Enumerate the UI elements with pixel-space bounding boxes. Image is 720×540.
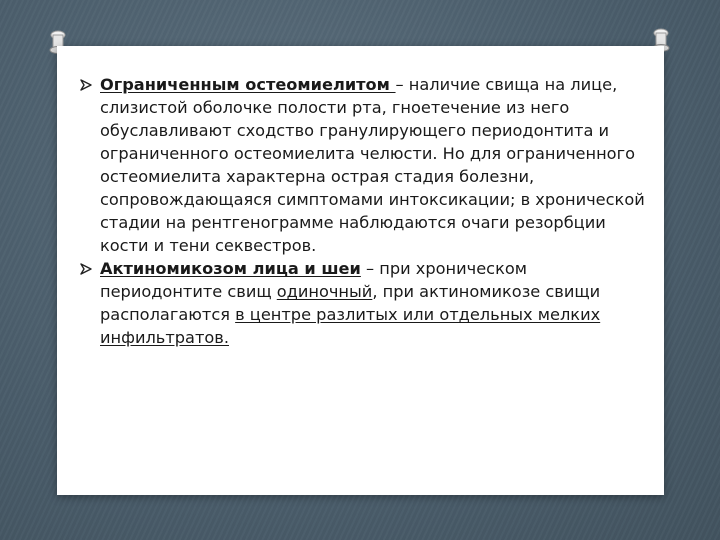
bullet-text: , при актиномикозе свищи располагаются: [100, 282, 601, 324]
bullet-item: [80, 73, 650, 257]
arrow-check-icon: [80, 73, 96, 96]
bullet-text: – наличие свища на лице, слизистой оболочке полости рта, гноетечение из него обуславливают сходство гранулирующего периодонтита и ограниченного остеомиелита челюсти. Но для ограниченного остеомиелита характерна острая стадия болезни, сопровождающаяся симптомами интоксикации; в хронической стадии на рентгенограмме наблюдаются очаги резорбции кости и тени секвестров.: [100, 75, 645, 255]
arrow-check-icon: [80, 257, 96, 280]
bullet-emphasis: одиночный: [276, 282, 373, 301]
bullet-text: – при хроническом периодонтите свищ: [100, 259, 527, 301]
slide-content: [80, 73, 650, 349]
bullet-item: [80, 257, 650, 349]
bullet-term: Ограниченным остеомиелитом: [100, 75, 396, 94]
bullet-emphasis: в центре разлитых или отдельных мелких инфильтратов.: [100, 305, 601, 347]
bullet-term: Актиномикозом лица и шеи: [100, 259, 361, 278]
